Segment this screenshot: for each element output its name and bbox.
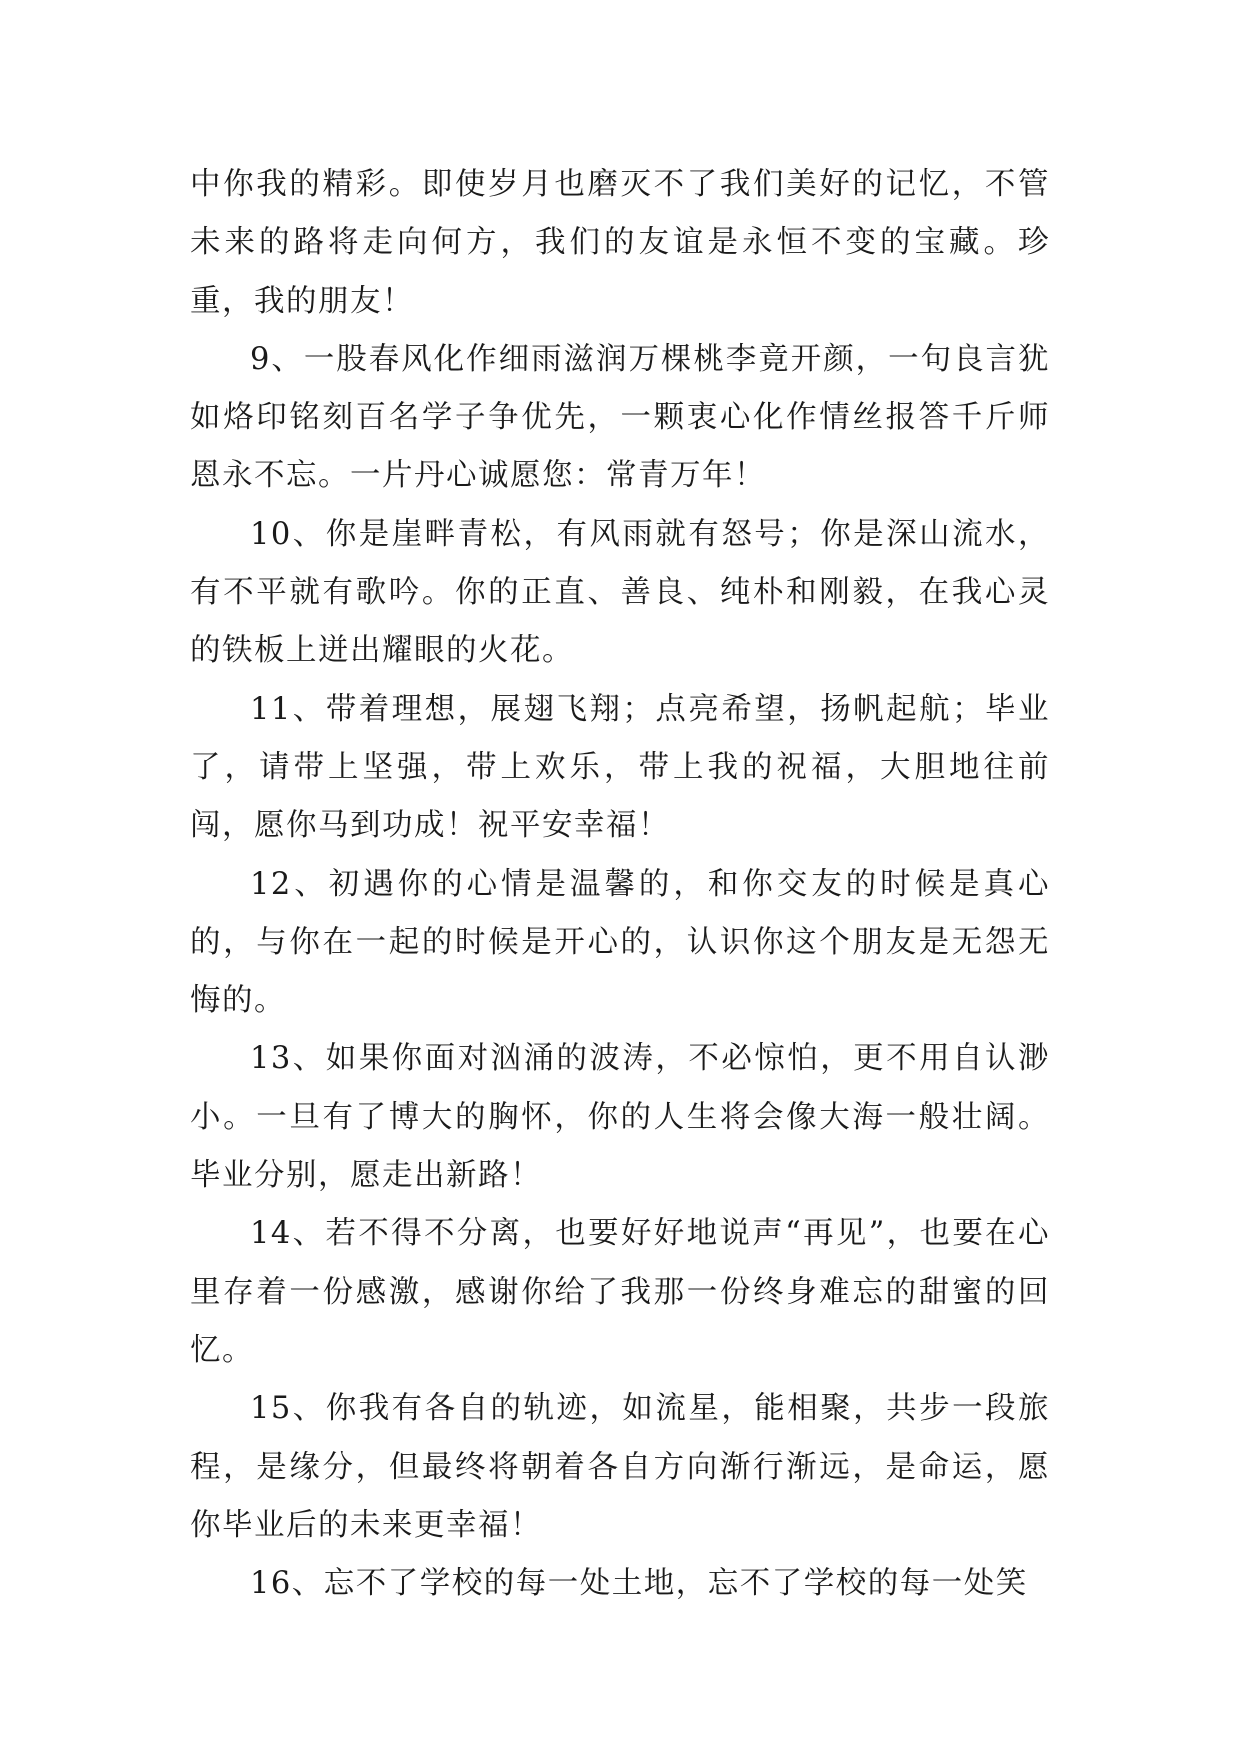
document-body — [190, 156, 1050, 1613]
paragraph-item-14: 14、若不得不分离，也要好好地说声“再见”，也要在心里存着一份感激，感谢你给了我那一份终身难忘的甜蜜的回忆。 — [190, 1216, 1050, 1368]
paragraph-item-12: 12、初遇你的心情是温馨的，和你交友的时候是真心的，与你在一起的时候是开心的，认识你这个朋友是无怨无悔的。 — [190, 866, 1050, 1019]
paragraph-item-16: 16、忘不了学校的每一处土地，忘不了学校的每一处笑 — [250, 1566, 1028, 1602]
paragraph-item-15: 15、你我有各自的轨迹，如流星，能相聚，共步一段旅程，是缘分，但最终将朝着各自方向渐行渐远，是命运，愿你毕业后的未来更幸福！ — [190, 1391, 1050, 1543]
paragraph-item-13: 13、如果你面对汹涌的波涛，不必惊怕，更不用自认渺小。一旦有了博大的胸怀，你的人生将会像大海一般壮阔。毕业分别，愿走出新路！ — [190, 1041, 1050, 1194]
paragraph-item-10: 10、你是崖畔青松，有风雨就有怒号；你是深山流水，有不平就有歌吟。你的正直、善良、纯朴和刚毅，在我心灵的铁板上迸出耀眼的火花。 — [190, 516, 1050, 669]
paragraph-item-9: 9、一股春风化作细雨滋润万棵桃李竟开颜，一句良言犹如烙印铭刻百名学子争优先，一颗衷心化作情丝报答千斤师恩永不忘。一片丹心诚愿您：常青万年！ — [190, 341, 1050, 494]
paragraph-item-11: 11、带着理想，展翅飞翔；点亮希望，扬帆起航；毕业了，请带上坚强，带上欢乐，带上我的祝福，大胆地往前闯，愿你马到功成！祝平安幸福！ — [190, 691, 1050, 844]
paragraph-continuation: 中你我的精彩。即使岁月也磨灭不了我们美好的记忆，不管未来的路将走向何方，我们的友谊是永恒不变的宝藏。珍重，我的朋友！ — [190, 167, 1050, 319]
